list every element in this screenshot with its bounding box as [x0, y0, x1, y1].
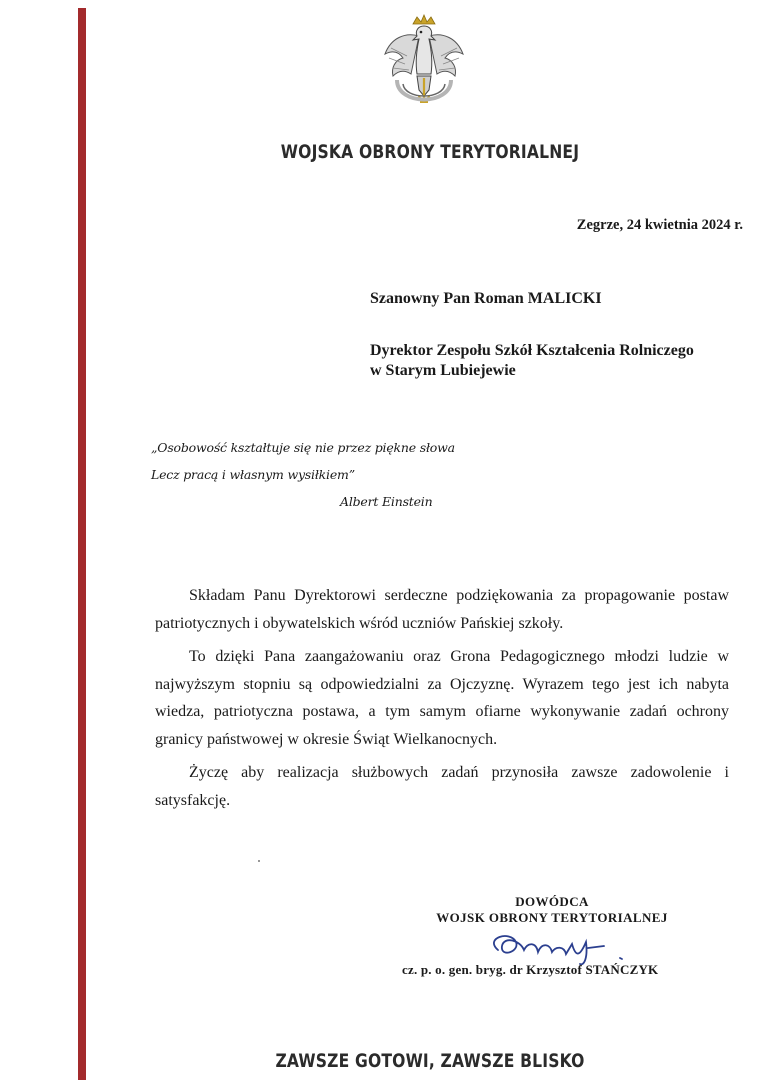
organization-header: WOJSKA OBRONY TERYTORIALNEJ	[280, 141, 580, 163]
signature-unit: WOJSK OBRONY TERYTORIALNEJ	[436, 910, 668, 925]
stray-dot	[258, 860, 260, 862]
body-paragraph: Życzę aby realizacja służbowych zadań przynosiła zawsze zadowolenie i satysfakcję.	[155, 764, 729, 809]
footer-motto: ZAWSZE GOTOWI, ZAWSZE BLISKO	[275, 1050, 585, 1072]
recipient-position-line: w Starym Lubiejewie	[370, 362, 516, 379]
eagle-emblem-icon	[379, 14, 469, 122]
body-paragraph: Składam Panu Dyrektorowi serdeczne podziękowania za propagowanie postaw patriotycznych i obywatelskich wśród uczniów Pańskiej szkoły.	[155, 587, 729, 632]
left-accent-bar	[78, 8, 86, 1080]
salutation: Szanowny Pan Roman MALICKI	[370, 290, 602, 307]
place-date: Zegrze, 24 kwietnia 2024 r.	[576, 217, 743, 233]
body-paragraph: To dzięki Pana zaangażowaniu oraz Grona Pedagogicznego młodzi ludzie w najwyższym stopniu są odpowiedzialni za Ojczyznę. Wyrazem tego jest ich nabyta wiedza, patriotyczna postawa, a tym samym ofiarne wykonywanie zadań ochrony granicy państwowej w okresie Świąt Wielkanocnych.	[155, 648, 729, 748]
signature-title: DOWÓDCA	[515, 894, 589, 909]
quote-author: Albert Einstein	[340, 494, 433, 509]
recipient-position	[370, 341, 750, 381]
recipient-position-line: Dyrektor Zespołu Szkół Kształcenia Rolniczego	[370, 342, 694, 359]
quote-line: Lecz pracą i własnym wysiłkiem”	[151, 467, 355, 482]
quote-line: „Osobowość kształtuje się nie przez piękne słowa	[151, 440, 455, 455]
signatory-name: cz. p. o. gen. bryg. dr Krzysztof STAŃCZYK	[402, 962, 659, 977]
letter-body	[155, 582, 729, 820]
